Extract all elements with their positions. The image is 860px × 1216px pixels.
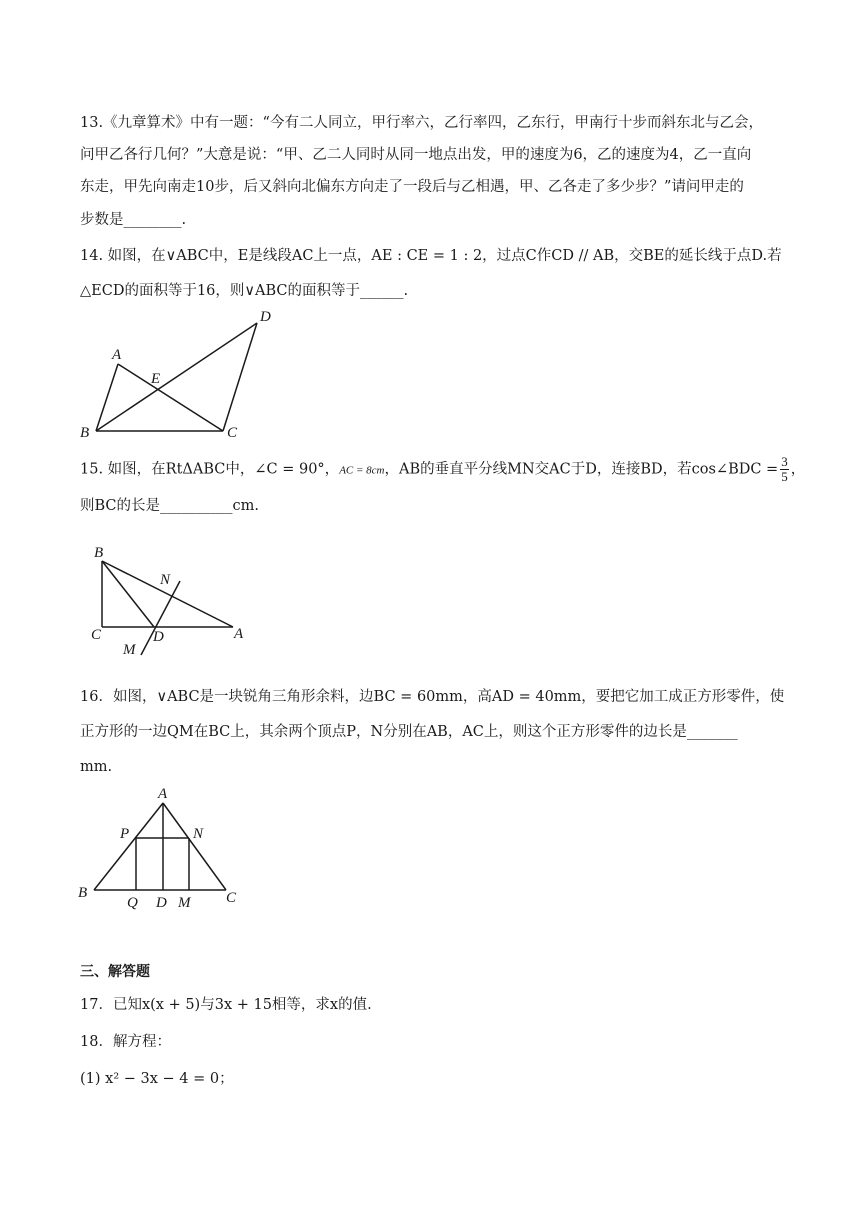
q15-text-a: 15. 如图，在RtΔABC中，∠C = 90°， (80, 461, 340, 478)
q14-line-2: △ECD的面积等于16，则∨ABC的面积等于______. (80, 283, 409, 299)
q16-label-d: D (156, 895, 167, 911)
q15-label-m: M (123, 642, 136, 658)
q15-line-1 (80, 455, 805, 484)
q14-label-b: B (80, 425, 90, 441)
q15-label-a: A (234, 626, 244, 642)
q14-label-a: A (112, 347, 122, 363)
q15-label-n: N (160, 572, 171, 588)
q15-label-c: C (91, 627, 102, 643)
q15-text-b: ，AB的垂直平分线MN交AC于D，连接BD，若cos∠BDC = (384, 461, 779, 478)
q16-label-q: Q (127, 895, 138, 911)
q13-line-4: 步数是________. (80, 212, 187, 228)
q13-line-2: 问甲乙各行几何？”大意是说：“甲、乙二人同时从同一地点出发，甲的速度为6，乙的速度为4，乙一直向 (80, 147, 752, 163)
q18-title: 18．解方程： (80, 1034, 171, 1050)
q13-line-3: 东走，甲先向南走10步，后又斜向北偏东方向走了一段后与乙相遇，甲、乙各走了多少步？”请问甲走的 (80, 179, 744, 195)
q15-text-end: ， (790, 461, 806, 478)
section-heading: 三、解答题 (80, 964, 150, 980)
q14-label-c: C (227, 425, 238, 441)
q15-frac-den: 5 (781, 469, 788, 484)
q14-label-d: D (260, 309, 271, 325)
q16-line-3: mm. (80, 759, 113, 775)
q16-label-c: C (226, 890, 237, 906)
q16-label-a: A (158, 786, 168, 802)
q15-frac-num: 3 (781, 454, 788, 469)
question-17: 17．已知x(x + 5)与3x + 15相等，求x的值. (80, 997, 372, 1013)
q16-line-2: 正方形的一边QM在BC上，其余两个顶点P，N分别在AB，AC上，则这个正方形零件的边长是_______ (80, 724, 738, 740)
q16-line-1: 16．如图，∨ABC是一块锐角三角形余料，边BC = 60mm，高AD = 40mm，要把它加工成正方形零件，使 (80, 689, 785, 705)
q15-label-d: D (153, 629, 164, 645)
q15-line-2: 则BC的长是__________cm. (80, 498, 259, 514)
q16-label-p: P (120, 826, 130, 842)
q15-ac-length: AC = 8cm (339, 464, 385, 477)
q16-label-b: B (78, 885, 88, 901)
q15-fraction (780, 455, 789, 484)
q16-label-n: N (193, 826, 204, 842)
q14-line-1: 14. 如图，在∨ABC中，E是线段AC上一点，AE : CE = 1 : 2，过点C作CD // AB，交BE的延长线于点D.若 (80, 248, 782, 264)
q18-part-1: (1) x² − 3x − 4 = 0； (80, 1071, 234, 1087)
q16-label-m: M (178, 895, 191, 911)
q15-label-b: B (94, 545, 104, 561)
q13-line-1: 13.《九章算术》中有一题：“今有二人同立，甲行率六，乙行率四，乙东行，甲南行十步而斜东北与乙会， (80, 115, 763, 131)
q14-label-e: E (151, 371, 161, 387)
